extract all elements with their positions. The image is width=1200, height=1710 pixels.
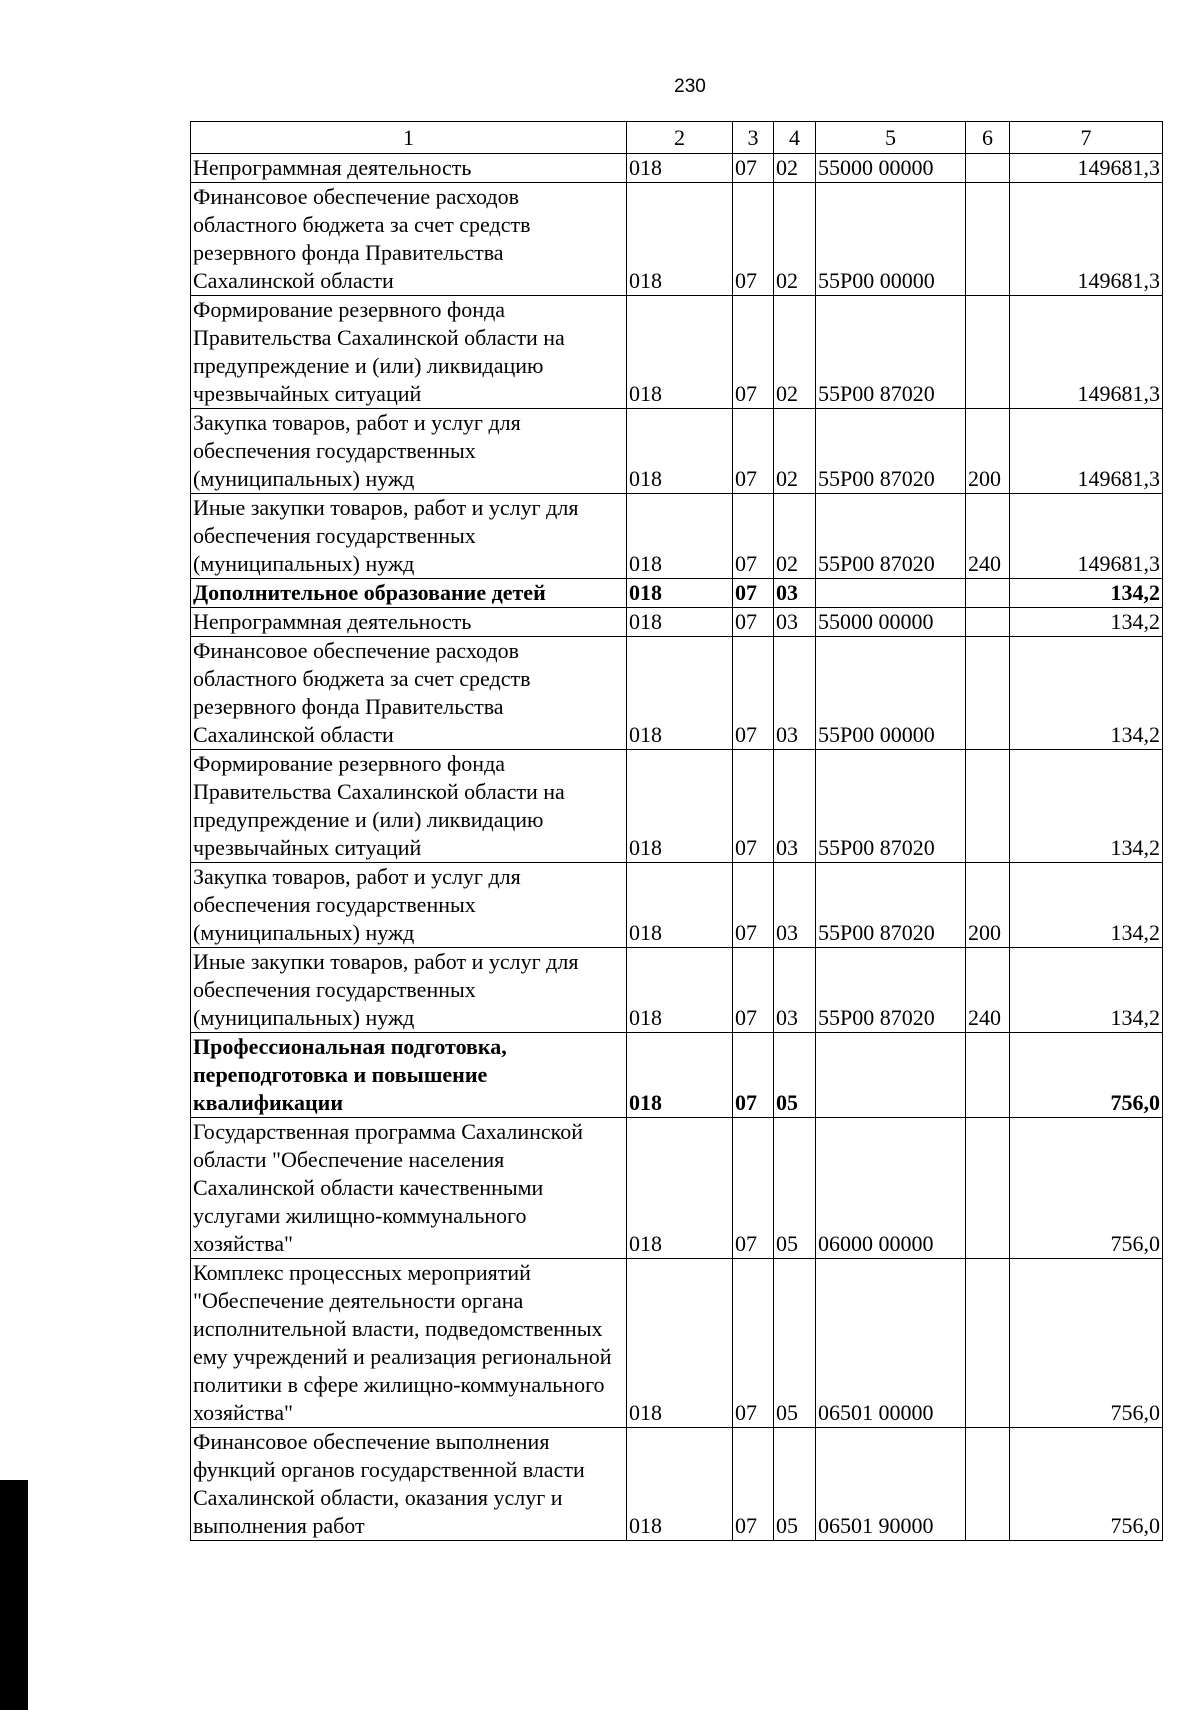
header-row <box>191 122 1163 154</box>
code-5-cell: 55Р00 87020 <box>816 494 966 579</box>
code-4-cell: 02 <box>774 494 816 579</box>
table-row <box>191 1428 1163 1541</box>
code-3-cell: 07 <box>733 296 774 409</box>
budget-table <box>190 121 1163 1541</box>
code-2-cell: 018 <box>627 1033 733 1118</box>
code-2-cell: 018 <box>627 296 733 409</box>
code-4-cell: 02 <box>774 296 816 409</box>
code-2-cell: 018 <box>627 750 733 863</box>
item-name-cell: Государственная программа Сахалинской области "Обеспечение населения Сахалинской области качественными услугами жилищно-коммунального хозяйства" <box>191 1118 627 1259</box>
code-5-cell <box>816 1033 966 1118</box>
code-2-cell: 018 <box>627 608 733 637</box>
code-5-cell: 55Р00 00000 <box>816 637 966 750</box>
amount-cell: 134,2 <box>1010 637 1163 750</box>
code-4-cell: 02 <box>774 154 816 183</box>
code-5-cell: 55Р00 87020 <box>816 296 966 409</box>
code-3-cell: 07 <box>733 154 774 183</box>
code-5-cell: 55Р00 87020 <box>816 409 966 494</box>
table-row <box>191 1118 1163 1259</box>
item-name-cell: Дополнительное образование детей <box>191 579 627 608</box>
header-cell: 6 <box>966 122 1010 154</box>
code-6-cell <box>966 637 1010 750</box>
amount-cell: 149681,3 <box>1010 409 1163 494</box>
amount-cell: 134,2 <box>1010 750 1163 863</box>
amount-cell: 149681,3 <box>1010 183 1163 296</box>
code-3-cell: 07 <box>733 637 774 750</box>
item-name-cell: Иные закупки товаров, работ и услуг для обеспечения государственных (муниципальных) нужд <box>191 948 627 1033</box>
code-4-cell: 05 <box>774 1118 816 1259</box>
amount-cell: 134,2 <box>1010 948 1163 1033</box>
amount-cell: 134,2 <box>1010 579 1163 608</box>
item-name-cell: Финансовое обеспечение расходов областного бюджета за счет средств резервного фонда Правительства Сахалинской области <box>191 183 627 296</box>
code-3-cell: 07 <box>733 608 774 637</box>
code-4-cell: 03 <box>774 948 816 1033</box>
code-4-cell: 05 <box>774 1259 816 1428</box>
code-6-cell <box>966 1033 1010 1118</box>
code-3-cell: 07 <box>733 1033 774 1118</box>
code-3-cell: 07 <box>733 863 774 948</box>
code-4-cell: 03 <box>774 863 816 948</box>
item-name-cell: Профессиональная подготовка, переподготовка и повышение квалификации <box>191 1033 627 1118</box>
code-6-cell <box>966 608 1010 637</box>
code-6-cell: 200 <box>966 863 1010 948</box>
table-row <box>191 1259 1163 1428</box>
item-name-cell: Иные закупки товаров, работ и услуг для обеспечения государственных (муниципальных) нужд <box>191 494 627 579</box>
item-name-cell: Формирование резервного фонда Правительства Сахалинской области на предупреждение и (или) ликвидацию чрезвычайных ситуаций <box>191 296 627 409</box>
item-name-cell: Закупка товаров, работ и услуг для обеспечения государственных (муниципальных) нужд <box>191 409 627 494</box>
item-name-cell: Закупка товаров, работ и услуг для обеспечения государственных (муниципальных) нужд <box>191 863 627 948</box>
code-6-cell <box>966 296 1010 409</box>
code-2-cell: 018 <box>627 409 733 494</box>
code-4-cell: 05 <box>774 1428 816 1541</box>
code-6-cell <box>966 750 1010 863</box>
header-cell: 5 <box>816 122 966 154</box>
table-row <box>191 608 1163 637</box>
header-cell: 1 <box>191 122 627 154</box>
code-6-cell: 240 <box>966 494 1010 579</box>
item-name-cell: Непрограммная деятельность <box>191 154 627 183</box>
code-6-cell <box>966 154 1010 183</box>
code-5-cell: 55000 00000 <box>816 608 966 637</box>
amount-cell: 756,0 <box>1010 1118 1163 1259</box>
code-4-cell: 03 <box>774 637 816 750</box>
amount-cell: 149681,3 <box>1010 494 1163 579</box>
code-3-cell: 07 <box>733 948 774 1033</box>
code-6-cell: 240 <box>966 948 1010 1033</box>
table-row <box>191 183 1163 296</box>
page-number: 230 <box>674 76 706 97</box>
code-3-cell: 07 <box>733 579 774 608</box>
code-4-cell: 03 <box>774 608 816 637</box>
table-row <box>191 154 1163 183</box>
code-5-cell: 06000 00000 <box>816 1118 966 1259</box>
code-6-cell <box>966 1118 1010 1259</box>
table-row <box>191 637 1163 750</box>
code-3-cell: 07 <box>733 1428 774 1541</box>
amount-cell: 149681,3 <box>1010 154 1163 183</box>
header-cell: 3 <box>733 122 774 154</box>
table-row <box>191 750 1163 863</box>
code-2-cell: 018 <box>627 637 733 750</box>
code-3-cell: 07 <box>733 494 774 579</box>
code-6-cell: 200 <box>966 409 1010 494</box>
item-name-cell: Финансовое обеспечение расходов областного бюджета за счет средств резервного фонда Правительства Сахалинской области <box>191 637 627 750</box>
table-row <box>191 1033 1163 1118</box>
table-row <box>191 296 1163 409</box>
code-2-cell: 018 <box>627 183 733 296</box>
table-row <box>191 409 1163 494</box>
code-2-cell: 018 <box>627 1118 733 1259</box>
header-cell: 2 <box>627 122 733 154</box>
code-6-cell <box>966 1428 1010 1541</box>
table-row <box>191 948 1163 1033</box>
amount-cell: 149681,3 <box>1010 296 1163 409</box>
scan-edge-mark <box>0 1480 28 1710</box>
code-5-cell: 55Р00 87020 <box>816 948 966 1033</box>
code-3-cell: 07 <box>733 1118 774 1259</box>
header-cell: 7 <box>1010 122 1163 154</box>
table-row <box>191 863 1163 948</box>
code-4-cell: 03 <box>774 579 816 608</box>
code-4-cell: 02 <box>774 409 816 494</box>
table-row <box>191 579 1163 608</box>
code-6-cell <box>966 1259 1010 1428</box>
code-5-cell: 06501 90000 <box>816 1428 966 1541</box>
code-2-cell: 018 <box>627 494 733 579</box>
table-row <box>191 494 1163 579</box>
code-4-cell: 03 <box>774 750 816 863</box>
code-5-cell: 55Р00 87020 <box>816 863 966 948</box>
code-5-cell <box>816 579 966 608</box>
item-name-cell: Непрограммная деятельность <box>191 608 627 637</box>
code-3-cell: 07 <box>733 183 774 296</box>
item-name-cell: Комплекс процессных мероприятий "Обеспечение деятельности органа исполнительной власти, подведомственных ему учреждений и реализация региональной политики в сфере жилищно-коммунального хозяйства" <box>191 1259 627 1428</box>
code-2-cell: 018 <box>627 948 733 1033</box>
code-4-cell: 05 <box>774 1033 816 1118</box>
amount-cell: 134,2 <box>1010 608 1163 637</box>
code-5-cell: 06501 00000 <box>816 1259 966 1428</box>
code-6-cell <box>966 579 1010 608</box>
code-6-cell <box>966 183 1010 296</box>
item-name-cell: Формирование резервного фонда Правительства Сахалинской области на предупреждение и (или) ликвидацию чрезвычайных ситуаций <box>191 750 627 863</box>
amount-cell: 756,0 <box>1010 1259 1163 1428</box>
code-5-cell: 55Р00 00000 <box>816 183 966 296</box>
amount-cell: 756,0 <box>1010 1033 1163 1118</box>
code-3-cell: 07 <box>733 1259 774 1428</box>
code-2-cell: 018 <box>627 1259 733 1428</box>
code-5-cell: 55Р00 87020 <box>816 750 966 863</box>
code-3-cell: 07 <box>733 750 774 863</box>
code-2-cell: 018 <box>627 579 733 608</box>
code-2-cell: 018 <box>627 154 733 183</box>
code-2-cell: 018 <box>627 863 733 948</box>
code-4-cell: 02 <box>774 183 816 296</box>
code-5-cell: 55000 00000 <box>816 154 966 183</box>
amount-cell: 134,2 <box>1010 863 1163 948</box>
item-name-cell: Финансовое обеспечение выполнения функций органов государственной власти Сахалинской области, оказания услуг и выполнения работ <box>191 1428 627 1541</box>
code-2-cell: 018 <box>627 1428 733 1541</box>
code-3-cell: 07 <box>733 409 774 494</box>
amount-cell: 756,0 <box>1010 1428 1163 1541</box>
header-cell: 4 <box>774 122 816 154</box>
